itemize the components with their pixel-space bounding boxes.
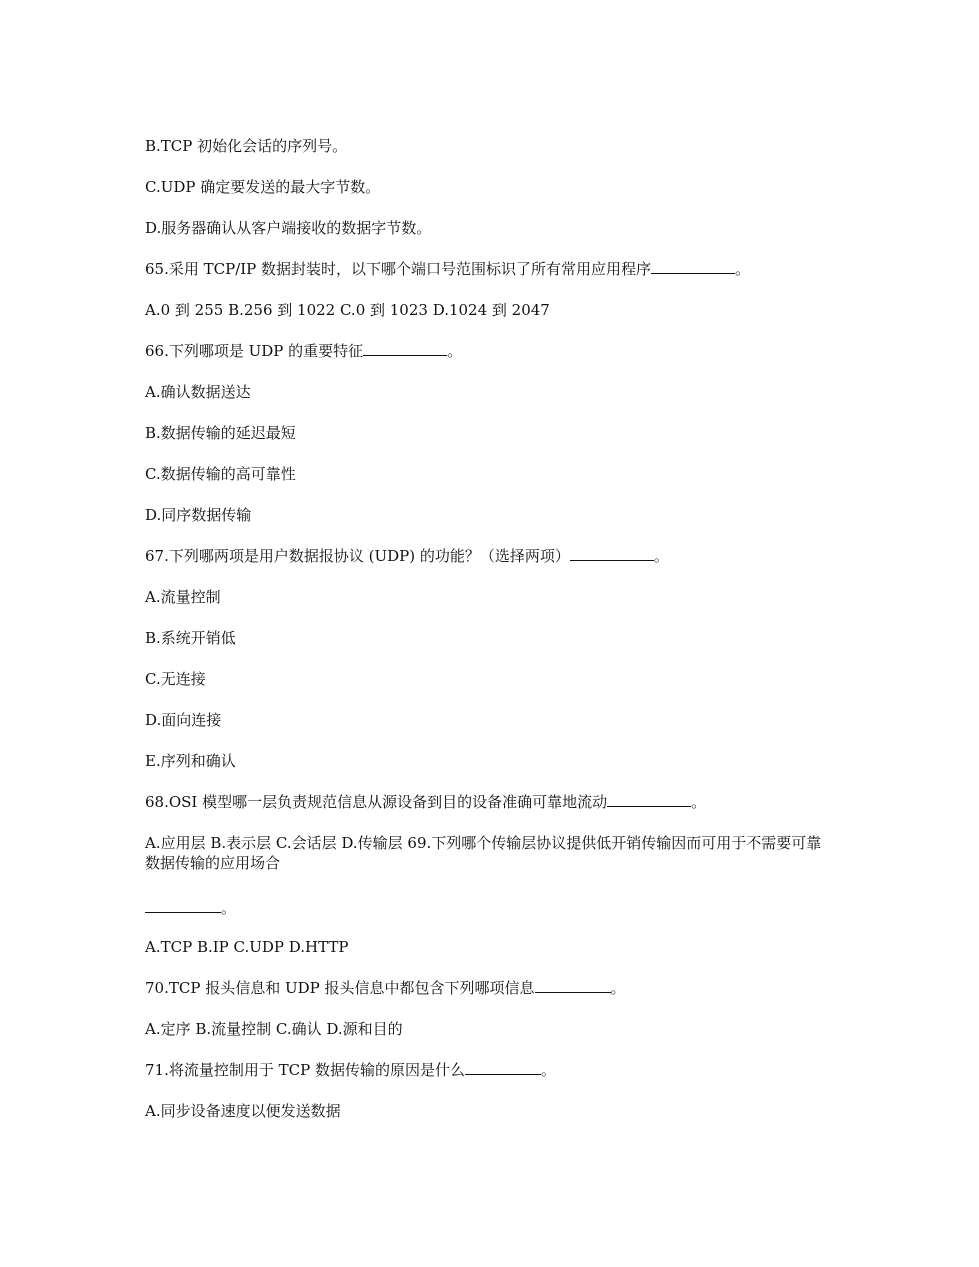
- question-text: 70.TCP 报头信息和 UDP 报头信息中都包含下列哪项信息: [145, 979, 535, 997]
- option-text: A.同步设备速度以便发送数据: [145, 1102, 341, 1120]
- question-66-option-d: [145, 505, 251, 525]
- question-67: [145, 546, 669, 566]
- option-text: D.服务器确认从客户端接收的数据字节数。: [145, 219, 432, 237]
- question-65: [145, 259, 750, 279]
- question-66-option-a: [145, 382, 251, 402]
- option-b-tcp: [145, 136, 347, 156]
- options-text: A.0 到 255 B.256 到 1022 C.0 到 1023 D.1024 到 2047: [145, 301, 550, 319]
- question-70-options: [145, 1019, 403, 1039]
- question-text: 66.下列哪项是 UDP 的重要特征: [145, 342, 364, 360]
- option-text: E.序列和确认: [145, 752, 236, 770]
- question-text: A.应用层 B.表示层 C.会话层 D.传输层 69.下列哪个传输层协议提供低开销传输因而可用于不需要可靠数据传输的应用场合: [145, 834, 822, 872]
- question-66-option-c: [145, 464, 296, 484]
- answer-blank[interactable]: [570, 546, 654, 561]
- question-66: [145, 341, 462, 361]
- period: 。: [447, 342, 463, 360]
- question-68-options-and-question-69: [145, 833, 835, 873]
- question-67-option-a: [145, 587, 221, 607]
- question-71: [145, 1060, 556, 1080]
- question-text: 68.OSI 模型哪一层负责规范信息从源设备到目的设备准确可靠地流动: [145, 793, 608, 811]
- question-67-option-e: [145, 751, 236, 771]
- period: 。: [610, 979, 626, 997]
- options-text: A.TCP B.IP C.UDP D.HTTP: [145, 938, 349, 956]
- option-text: B.数据传输的延迟最短: [145, 424, 296, 442]
- answer-blank[interactable]: [535, 978, 611, 993]
- question-71-option-a: [145, 1101, 341, 1121]
- answer-blank[interactable]: [145, 898, 221, 913]
- answer-blank[interactable]: [651, 259, 735, 274]
- option-text: A.流量控制: [145, 588, 221, 606]
- option-text: B.TCP 初始化会话的序列号。: [145, 137, 348, 155]
- period: 。: [735, 260, 751, 278]
- period: 。: [221, 899, 237, 917]
- question-70: [145, 978, 626, 998]
- option-text: A.确认数据送达: [145, 383, 251, 401]
- period: 。: [691, 793, 707, 811]
- option-text: C.数据传输的高可靠性: [145, 465, 296, 483]
- option-d-server: [145, 218, 431, 238]
- question-text: 65.采用 TCP/IP 数据封装时，以下哪个端口号范围标识了所有常用应用程序: [145, 260, 652, 278]
- options-text: A.定序 B.流量控制 C.确认 D.源和目的: [145, 1020, 403, 1038]
- question-text: 67.下列哪两项是用户数据报协议 (UDP) 的功能？（选择两项）: [145, 547, 570, 565]
- question-69-options: [145, 937, 348, 957]
- option-text: C.无连接: [145, 670, 206, 688]
- question-69-answer-line: [145, 898, 236, 918]
- question-68: [145, 792, 706, 812]
- option-text: C.UDP 确定要发送的最大字节数。: [145, 178, 381, 196]
- question-text: 71.将流量控制用于 TCP 数据传输的原因是什么: [145, 1061, 465, 1079]
- question-66-option-b: [145, 423, 296, 443]
- option-text: D.面向连接: [145, 711, 222, 729]
- answer-blank[interactable]: [465, 1060, 541, 1075]
- option-c-udp: [145, 177, 380, 197]
- question-65-options: [145, 300, 550, 320]
- period: 。: [540, 1061, 556, 1079]
- period: 。: [653, 547, 669, 565]
- option-text: D.同序数据传输: [145, 506, 252, 524]
- question-67-option-c: [145, 669, 206, 689]
- answer-blank[interactable]: [363, 341, 447, 356]
- option-text: B.系统开销低: [145, 629, 236, 647]
- question-67-option-d: [145, 710, 221, 730]
- answer-blank[interactable]: [607, 792, 691, 807]
- question-67-option-b: [145, 628, 236, 648]
